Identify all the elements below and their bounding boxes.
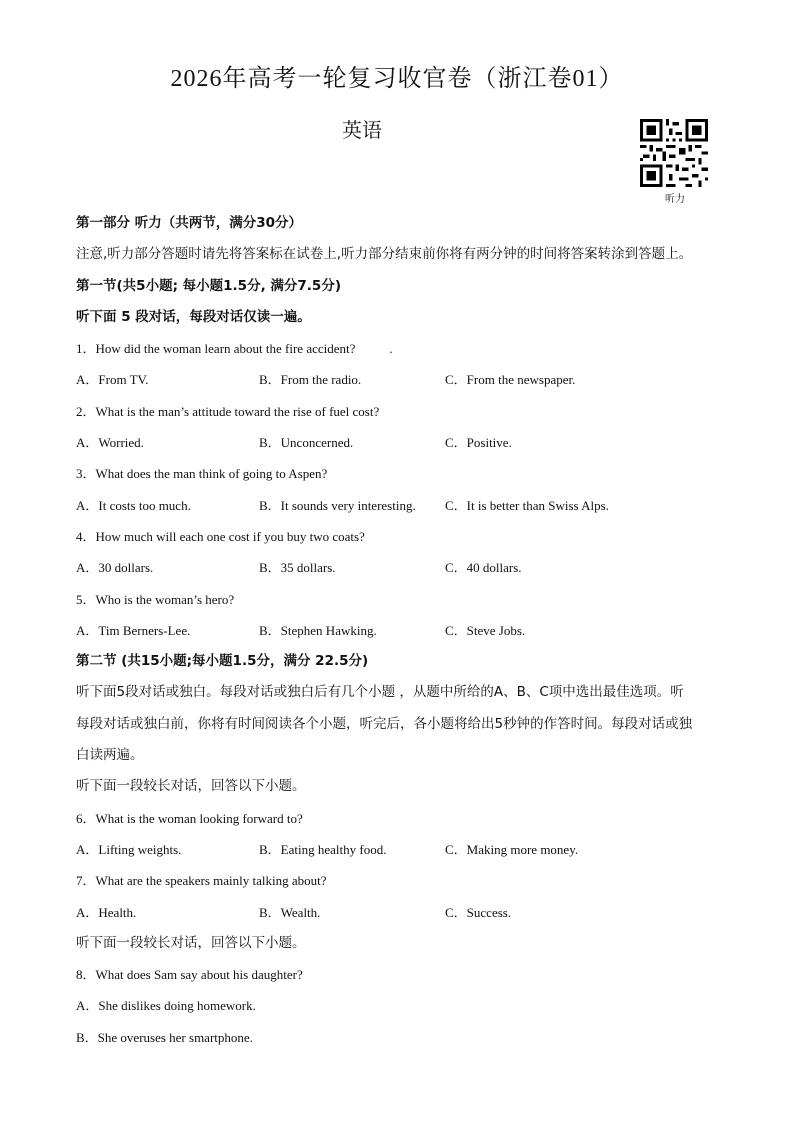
option-c: C．Success. (445, 904, 512, 920)
question-stem-text: 1．How did the woman learn about the fire accident? (76, 341, 356, 357)
option-b: B．From the radio. (259, 372, 362, 388)
option-b: B．35 dollars. (259, 560, 336, 576)
option-b: B．Wealth. (259, 904, 321, 920)
part1-heading: 第一部分 听力（共两节，满分30分） (76, 215, 302, 231)
stem-trailing-mark: . (389, 341, 393, 357)
option-b: B．Eating healthy food. (259, 841, 387, 857)
option-b: B．It sounds very interesting. (259, 497, 416, 513)
question-options (76, 490, 726, 521)
option-a: A．She dislikes doing homework. (76, 998, 256, 1014)
notice: 注意,听力部分答题时请先将答案标在试卷上,听力部分结束前你将有两分钟的时间将答案转涂到答题上。 (76, 246, 693, 263)
question-stem: 3．What does the man think of going to Aspen? (76, 466, 328, 482)
qr-code-icon[interactable] (640, 119, 708, 187)
question-stem: 4．How much will each one cost if you buy two coats? (76, 528, 365, 544)
option-a: A．It costs too much. (76, 497, 191, 513)
section2-instruction-line: 每段对话或独白前，你将有时间阅读各个小题，听完后，各小题将给出5秒钟的作答时间。每段对话或独 (76, 715, 693, 732)
option-a: A．Health. (76, 904, 137, 920)
option-c: C．It is better than Swiss Alps. (445, 497, 609, 513)
exam-content (76, 208, 726, 1053)
option-c: C．Positive. (445, 435, 512, 451)
option-a: A．Lifting weights. (76, 841, 182, 857)
option-c: C．40 dollars. (445, 560, 522, 576)
option-a: A．From TV. (76, 372, 149, 388)
section1-instruction: 听下面 5 段对话，每段对话仅读一遍。 (76, 308, 311, 325)
question-stem: 2．What is the man’s attitude toward the rise of fuel cost? (76, 403, 380, 419)
qr-code-block[interactable] (640, 119, 710, 205)
question-options (76, 552, 726, 583)
subject-heading: 英语 (342, 120, 382, 142)
question-stem: 6．What is the woman looking forward to? (76, 810, 303, 826)
question-stem: 8．What does Sam say about his daughter? (76, 967, 303, 983)
question-options (76, 897, 726, 928)
question-options (76, 615, 726, 646)
option-a: A．30 dollars. (76, 560, 154, 576)
option-a: A．Tim Berners-Lee. (76, 622, 191, 638)
qr-caption: 听力 (665, 194, 685, 205)
question-options (76, 364, 726, 395)
option-c: C．Steve Jobs. (445, 622, 526, 638)
option-a: A．Worried. (76, 435, 144, 451)
option-b: B．She overuses her smartphone. (76, 1029, 253, 1045)
question-stem (76, 333, 726, 364)
group-intro: 听下面一段较长对话，回答以下小题。 (76, 778, 306, 795)
question-stem: 5．Who is the woman’s hero? (76, 591, 235, 607)
option-c: C．Making more money. (445, 841, 579, 857)
section1-heading: 第一节(共5小题; 每小题1.5分, 满分7.5分) (76, 277, 341, 294)
section2-heading: 第二节 (共15小题;每小题1.5分，满分 22.5分) (76, 653, 369, 670)
section2-instruction-line: 听下面5段对话或独白。每段对话或独白后有几个小题 ，从题中所给的A、B、C项中选出最佳选项。听 (76, 684, 684, 701)
option-b: B．Stephen Hawking. (259, 622, 377, 638)
option-c: C．From the newspaper. (445, 372, 576, 388)
option-b: B．Unconcerned. (259, 435, 354, 451)
page-title: 2026年高考一轮复习收官卷（浙江卷01） (170, 66, 624, 92)
question-options (76, 427, 726, 458)
group-intro: 听下面一段较长对话，回答以下小题。 (76, 934, 306, 951)
section2-instruction-line: 白读两遍。 (76, 747, 144, 764)
question-stem: 7．What are the speakers mainly talking about? (76, 873, 327, 889)
question-options (76, 834, 726, 865)
